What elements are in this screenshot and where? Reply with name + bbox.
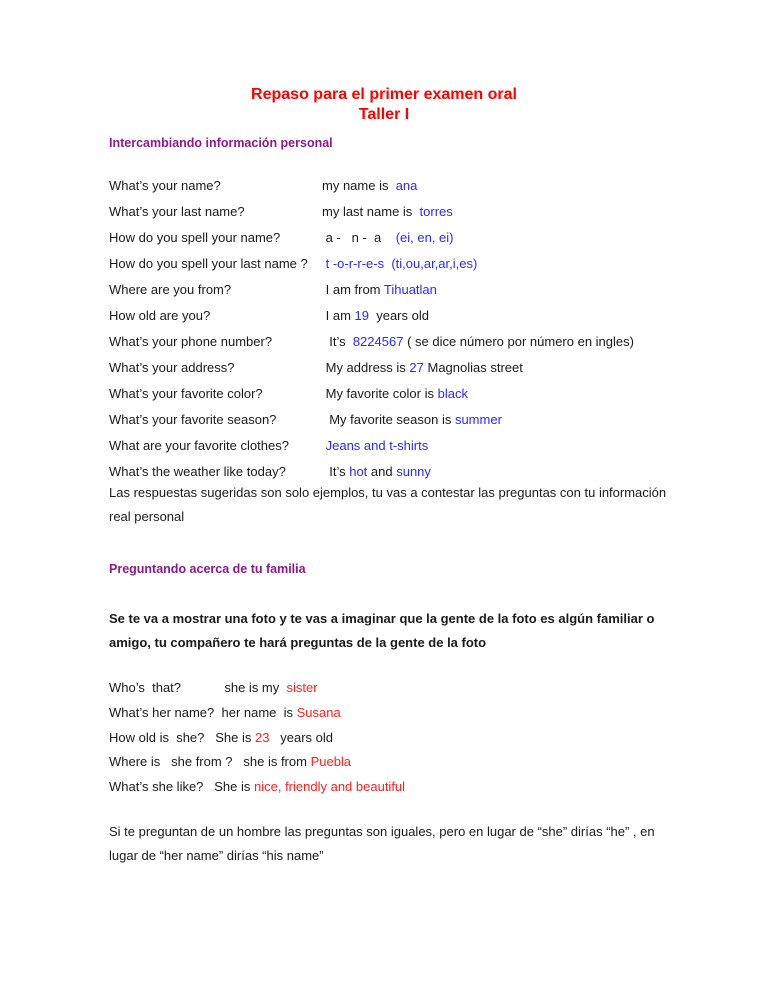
answer-highlight: sister	[286, 680, 318, 695]
family-dialogue-line	[109, 754, 351, 769]
answer	[322, 256, 477, 271]
question: What’s your favorite season?	[109, 412, 277, 427]
answer-highlight: nice, friendly and beautiful	[254, 779, 406, 794]
answer-text: my last name is	[322, 204, 420, 219]
document-title: Repaso para el primer examen oral	[251, 86, 517, 103]
answer-highlight: Tihuatlan	[383, 282, 437, 297]
answer-text: years old	[368, 308, 429, 323]
answer-text: ( se dice número por número en ingles)	[403, 334, 634, 349]
answer	[322, 412, 502, 427]
dialogue-text: How old is she? She is	[109, 730, 255, 745]
question: What’s your phone number?	[109, 334, 273, 349]
answer-highlight: 8224567	[352, 334, 404, 349]
answer	[322, 230, 454, 245]
answer-highlight: ana	[395, 178, 418, 193]
answer	[322, 386, 468, 401]
answer-text: I am from	[322, 282, 384, 297]
answer	[322, 360, 523, 375]
answer-highlight: Susana	[296, 705, 341, 720]
answer-text: I am	[322, 308, 355, 323]
answer-highlight: black	[437, 386, 468, 401]
question: What’s your name?	[109, 178, 221, 193]
section-heading-family: Preguntando acerca de tu familia	[109, 562, 306, 576]
answer	[322, 282, 437, 297]
answer-text: My favorite color is	[322, 386, 438, 401]
answer-highlight: t -o-r-r-e-s (ti,ou,ar,ar,i,es)	[322, 256, 478, 271]
answer-text: and	[367, 464, 397, 479]
question: How old are you?	[109, 308, 211, 323]
answer-text: My address is	[322, 360, 410, 375]
answer-highlight: hot	[349, 464, 368, 479]
answer-highlight: torres	[419, 204, 453, 219]
family-dialogue-line	[109, 680, 318, 695]
question: What’s your address?	[109, 360, 235, 375]
question: What are your favorite clothes?	[109, 438, 289, 453]
question: Where are you from?	[109, 282, 232, 297]
answer-highlight: Puebla	[310, 754, 352, 769]
answer-highlight: Jeans and t-shirts	[322, 438, 429, 453]
answer-highlight: 19	[354, 308, 369, 323]
question: What’s your favorite color?	[109, 386, 263, 401]
family-dialogue-line	[109, 705, 341, 720]
answer	[322, 204, 453, 219]
note-personal-info: Las respuestas sugeridas son solo ejemplos, tu vas a contestar las preguntas con tu información real personal	[109, 485, 667, 524]
answer	[322, 464, 431, 479]
question: How do you spell your last name ?	[109, 256, 308, 271]
answer	[322, 178, 417, 193]
answer-text: It’s	[322, 334, 353, 349]
note-male-variant: Si te preguntan de un hombre las preguntas son iguales, pero en lugar de “she” dirías “he” , en lugar de “her name” dirías “his name”	[109, 824, 655, 863]
answer-text: Magnolias street	[423, 360, 523, 375]
question: What’s your last name?	[109, 204, 245, 219]
dialogue-text: Where is she from ? she is from	[109, 754, 311, 769]
answer	[322, 308, 429, 323]
answer-highlight: sunny	[396, 464, 431, 479]
answer-highlight: (ei, en, ei)	[395, 230, 454, 245]
dialogue-text: What’s her name? her name is	[109, 705, 297, 720]
answer-highlight: 23	[254, 730, 270, 745]
question: What’s the weather like today?	[109, 464, 286, 479]
dialogue-text: What’s she like? She is	[109, 779, 254, 794]
section-heading-personal-info: Intercambiando información personal	[109, 136, 333, 150]
answer-text: It’s	[322, 464, 350, 479]
answer-text: a - n - a	[322, 230, 396, 245]
answer	[322, 438, 428, 453]
family-dialogue-line	[109, 730, 333, 745]
family-instructions: Se te va a mostrar una foto y te vas a imaginar que la gente de la foto es algún familiar o amigo, tu compañero te hará preguntas de la gente de la foto	[109, 611, 655, 650]
answer-text: my name is	[322, 178, 396, 193]
answer	[322, 334, 634, 349]
document-subtitle: Taller I	[358, 106, 410, 123]
question: How do you spell your name?	[109, 230, 281, 245]
dialogue-text: years old	[269, 730, 334, 745]
answer-text: My favorite season is	[322, 412, 455, 427]
answer-highlight: 27	[409, 360, 424, 375]
family-dialogue-line	[109, 779, 405, 794]
answer-highlight: summer	[454, 412, 502, 427]
dialogue-text: Who’s that? she is my	[109, 680, 287, 695]
